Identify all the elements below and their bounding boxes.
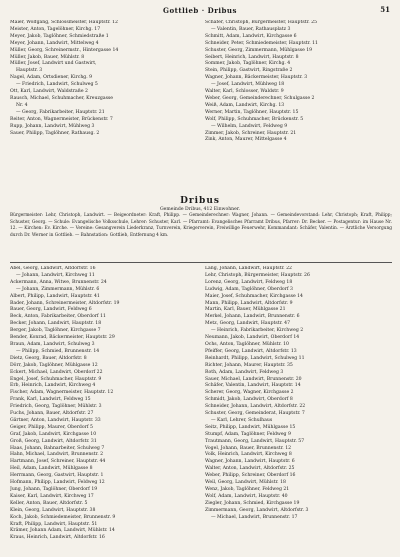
directory-entry: Jung, Johann, Taglöhner, Oberdorf 19 bbox=[10, 487, 98, 492]
directory-entry: Sauer, Michael, Landwirt, Brunnenstr. 20 bbox=[205, 376, 302, 382]
directory-entry: Schuster, Georg, Zimmermann, Mühlgasse 19 bbox=[205, 47, 313, 53]
municipality-notice: Bürgermeister: Lehr, Christoph, Landwirt. — Beigeordneter: Kraft, Philipp. — Gemeinderechner: Wagner, Johann. — Gemeindevorstand: Lehr, Christoph; Kraft, Philipp; Schuster, Georg. — Schule: Evangelische Volksschule, Lehrer: Schuster, Karl. — Pfarramt: Evangelisches Pfarramt Dribus, Pfarrer: Dr. Becker. — Postagentur: im Hause Nr. 12. — Kirchen: Ev. Kirche. — Vereine: Gesangverein Liederkranz, Turnverein, Kriegerverein, Freiwillige Feuerwehr, Kommandant: Schäfer, Valentin. — Ärztliche Versorgung durch Dr. Werner in Gottlieb. — Bahnstation: Gottlieb, Entfernung 4 km. bbox=[10, 213, 392, 238]
directory-entry: Ziegler, Johann, Schmied, Kirchgasse 19 bbox=[205, 500, 300, 506]
directory-entry: Schäfer, Christoph, Bürgermeister, Hauptstr. 25 bbox=[205, 20, 317, 25]
directory-entry: Zimmer, Jakob, Schreiner, Hauptstr. 21 bbox=[205, 130, 297, 136]
directory-entry: Klein, Georg, Landwirt, Hauptstr. 38 bbox=[10, 507, 96, 513]
directory-entry: Dörr, Jakob, Taglöhner, Mühlgasse 12 bbox=[10, 362, 98, 368]
directory-entry: Kaiser, Karl, Landwirt, Kirchweg 17 bbox=[10, 493, 94, 499]
directory-entry: Keller, Anton, Bauer, Altdorfstr. 5 bbox=[10, 500, 88, 506]
directory-entry: Becker, Johann, Landwirt, Hauptstr. 18 bbox=[10, 321, 102, 327]
directory-entry: — Johann, Landwirt, Kirchweg 11 bbox=[16, 272, 95, 278]
directory-entry: Wagner, Johann, Landwirt, Hauptstr. 6 bbox=[205, 459, 295, 465]
directory-entry: — Josef, Landwirt, Mühlweg 18 bbox=[211, 82, 285, 88]
directory-entry: Müller, Jakob, Bauer, Mühlstr. 8 bbox=[10, 54, 85, 60]
directory-entry: Mann, Philipp, Landwirt, Altdorfstr. 9 bbox=[205, 300, 293, 306]
directory-entry: Schäfer, Valentin, Landwirt, Hauptstr. 14 bbox=[205, 383, 301, 389]
directory-entry: Kraft, Philipp, Landwirt, Hauptstr. 51 bbox=[10, 521, 98, 527]
directory-entry: Ackermann, Anna, Witwe, Brunnenstr. 24 bbox=[10, 279, 107, 285]
directory-entry: Müller, Josef, Landwirt und Gastwirt, bbox=[10, 61, 97, 67]
section-subtitle: Gemeinde Dribus, 412 Einwohner. bbox=[159, 207, 241, 212]
section-divider bbox=[10, 262, 392, 263]
directory-entry: Albert, Philipp, Landwirt, Hauptstr. 41 bbox=[10, 293, 100, 299]
directory-entry: Maier, Josef, Schuhmacher, Kirchgasse 14 bbox=[205, 293, 303, 299]
directory-entry: Sommer, Jakob, Taglöhner, Kirchg. 4 bbox=[205, 61, 291, 67]
directory-entry: Wolf, Adam, Landwirt, Hauptstr. 40 bbox=[205, 493, 288, 499]
directory-entry: Weber, Georg, Gemeinderechner, Schulgasse 2 bbox=[205, 95, 315, 101]
directory-entry: Seitz, Philipp, Landwirt, Mühlgasse 15 bbox=[205, 424, 296, 430]
directory-entry: Gärtner, Anton, Landwirt, Hauptstr. 33 bbox=[10, 417, 101, 423]
directory-entry: Vogel, Johann, Bauer, Brunnenstr. 12 bbox=[205, 445, 292, 451]
page-header bbox=[0, 6, 400, 16]
directory-entry: Metz, Georg, Landwirt, Hauptstr. 47 bbox=[205, 321, 291, 327]
directory-entry: Stein, Philipp, Gastwirt, Ringstraße 2 bbox=[205, 68, 293, 74]
directory-entry: Nr. 4 bbox=[16, 102, 28, 108]
directory-entry: Scherer, Georg, Wagner, Kirchgasse 2 bbox=[205, 390, 294, 396]
entries-column-bottom-right bbox=[205, 266, 393, 552]
directory-entry: Meyer, Jakob, Taglöhner, Schmiedstraße 1 bbox=[10, 33, 109, 39]
directory-entry: Heil, Adam, Landwirt, Mühlgasse 8 bbox=[10, 466, 93, 472]
directory-entry: Frank, Karl, Landwirt, Feldweg 15 bbox=[10, 397, 91, 403]
directory-entry: Lehr, Christoph, Bürgermeister, Hauptstr. 26 bbox=[205, 272, 310, 278]
directory-entry: Maier, Wolfgang, Schlossmeister, Hauptstr. 12 bbox=[10, 20, 118, 25]
directory-entry: — Karl, Lehrer, Schulhaus bbox=[211, 417, 273, 423]
directory-entry: — Michael, Landwirt, Brunnenstr. 17 bbox=[211, 514, 298, 520]
directory-entry: Dietz, Georg, Bauer, Altdorfstr. 8 bbox=[10, 355, 87, 361]
directory-entry: Herrmann, Georg, Gastwirt, Hauptstr. 1 bbox=[10, 473, 104, 479]
directory-entry: Walter, Anton, Landwirt, Altdorfstr. 25 bbox=[205, 466, 295, 472]
directory-entry: Hauptstr. 3 bbox=[16, 68, 43, 74]
directory-entry: Roth, Adam, Landwirt, Feldweg 3 bbox=[205, 369, 284, 375]
section-heading bbox=[0, 196, 400, 212]
directory-entry: — Friedrich, Landwirt, Schulweg 5 bbox=[16, 82, 98, 88]
directory-entry: Weiß, Adam, Landwirt, Kirchg. 13 bbox=[205, 102, 285, 108]
directory-entry: Stumpf, Adam, Taglöhner, Feldweg 9 bbox=[205, 431, 291, 437]
directory-entry: Bauer, Georg, Landwirt, Feldweg 6 bbox=[10, 307, 92, 313]
directory-entry: Kraus, Heinrich, Landwirt, Altdorfstr. 16 bbox=[10, 535, 105, 541]
directory-entry: Schneider, Peter, Schmiedemeister, Hauptstr. 11 bbox=[205, 40, 318, 46]
directory-entry: Meister, Anton, Tagelöhner, Kirchg. 17 bbox=[10, 26, 101, 32]
directory-entry: Engel, Josef, Schuhmacher, Hauptstr. 9 bbox=[10, 376, 102, 382]
directory-entry: Rupp, Johann, Landwirt, Mühlweg 3 bbox=[10, 123, 95, 129]
directory-entry: Braun, Adam, Landwirt, Schulweg 3 bbox=[10, 341, 95, 347]
directory-entry: Pfeiffer, Georg, Landwirt, Altdorfstr. 13 bbox=[205, 348, 297, 354]
directory-entry: Weber, Philipp, Schreiner, Oberdorf 16 bbox=[205, 473, 296, 479]
page-number: 51 bbox=[380, 5, 390, 14]
directory-entry: Bader, Johann, Schreinermeister, Altdorfstr. 19 bbox=[10, 300, 120, 306]
directory-entry: Hofmann, Philipp, Landwirt, Feldweg 12 bbox=[10, 480, 105, 486]
section-title: Dribus bbox=[180, 196, 220, 206]
directory-entry: Weil, Georg, Landwirt, Mühlstr. 18 bbox=[205, 480, 286, 486]
directory-entry: Richter, Johann, Maurer, Hauptstr. 35 bbox=[205, 362, 293, 368]
directory-entry: Schmitt, Adam, Landwirt, Kirchgasse 6 bbox=[205, 33, 297, 39]
directory-entry: — Valentin, Bauer, Rathausplatz 3 bbox=[211, 26, 291, 32]
directory-entry: Graf, Jakob, Landwirt, Kirchgasse 10 bbox=[10, 431, 97, 437]
directory-entry: Wenz, Jakob, Taglöhner, Feldweg 21 bbox=[205, 487, 290, 492]
directory-entry: Abel, Georg, Landwirt, Altdorfstr. 16 bbox=[10, 266, 96, 271]
directory-entry: — Philipp, Schmied, Brunnenstr. 14 bbox=[16, 348, 100, 354]
directory-entry: Werner, Martin, Taglöhner, Hauptstr. 15 bbox=[205, 109, 299, 115]
directory-entry: Wagner, Johann, Bäckermeister, Hauptstr. 3 bbox=[205, 75, 308, 81]
directory-entry: Hartmann, Josef, Schreiner, Hauptstr. 44 bbox=[10, 459, 106, 465]
directory-entry: Wolf, Philipp, Schuhmacher, Brückenstr. 5 bbox=[205, 116, 304, 122]
directory-entry: Zimmermann, Georg, Landwirt, Altdorfstr. 3 bbox=[205, 507, 309, 513]
directory-entry: Schuster, Georg, Gemeinderat, Hauptstr. 7 bbox=[205, 411, 305, 417]
directory-entry: — Georg, Fabrikarbeiter, Hauptstr. 21 bbox=[16, 109, 105, 115]
entries-column-bottom-left bbox=[10, 266, 198, 552]
directory-entry: Trautmann, Georg, Landwirt, Hauptstr. 57 bbox=[205, 438, 305, 444]
directory-entry: Reinhardt, Philipp, Landwirt, Schulweg 11 bbox=[205, 355, 305, 361]
directory-entry: Meyer, Johann, Landwirt, Mittelweg 4 bbox=[10, 40, 99, 46]
directory-entry: Ludwig, Adam, Taglöhner, Oberdorf 3 bbox=[205, 286, 293, 292]
directory-entry: Martin, Karl, Bauer, Mühlgasse 21 bbox=[205, 307, 286, 313]
directory-entry: Geiger, Philipp, Maurer, Oberdorf 5 bbox=[10, 424, 93, 430]
entries-column-top-right bbox=[205, 20, 393, 188]
directory-entry: Haas, Johann, Bahnarbeiter, Schulweg 7 bbox=[10, 445, 105, 451]
directory-entry: Reiter, Anton, Wagnermeister, Brückenstr. 7 bbox=[10, 116, 113, 122]
entries-column-top-left bbox=[10, 20, 198, 188]
directory-entry: Ochs, Anton, Taglöhner, Mühlstr. 10 bbox=[205, 341, 289, 347]
directory-entry: Eckert, Michael, Landwirt, Oberdorf 22 bbox=[10, 369, 103, 375]
directory-entry: Volk, Heinrich, Landwirt, Kirchweg 8 bbox=[205, 452, 292, 458]
directory-entry: Groß, Georg, Landwirt, Altdorfstr. 31 bbox=[10, 438, 97, 444]
directory-entry: Rausch, Michael, Schuhmacher, Kreuzgasse bbox=[10, 95, 114, 101]
directory-entry: Berger, Jakob, Taglöhner, Kirchgasse 7 bbox=[10, 328, 101, 334]
directory-entry: Hahn, Michael, Landwirt, Brunnenstr. 2 bbox=[10, 452, 104, 458]
directory-entry: Friedrich, Georg, Taglöhner, Mühlstr. 3 bbox=[10, 404, 102, 410]
directory-entry: Fischer, Adam, Wagnermeister, Hauptstr. 12 bbox=[10, 390, 114, 396]
directory-entry: Nagel, Adam, Ortsdiener, Kirchg. 9 bbox=[10, 75, 93, 81]
directory-entry: Ott, Karl, Landwirt, Waldstraße 2 bbox=[10, 89, 88, 95]
directory-entry: Neumann, Jakob, Landwirt, Oberdorf 14 bbox=[205, 335, 300, 341]
directory-entry: — Wilhelm, Landwirt, Feldweg 9 bbox=[211, 123, 288, 129]
directory-entry: Seibert, Heinrich, Landwirt, Hauptstr. 8 bbox=[205, 54, 299, 60]
directory-entry: Lorenz, Georg, Landwirt, Feldweg 18 bbox=[205, 279, 293, 285]
directory-entry: Walter, Karl, Schlosser, Waldstr. 9 bbox=[205, 89, 284, 95]
directory-entry: Beck, Anton, Fabrikarbeiter, Oberdorf 11 bbox=[10, 314, 106, 320]
directory-entry: Schmidt, Jakob, Landwirt, Oberdorf 8 bbox=[205, 397, 293, 403]
directory-entry: Zink, Anton, Maurer, Mittelgasse 4 bbox=[205, 137, 287, 143]
directory-entry: Sauer, Philipp, Taglöhner, Rathausg. 2 bbox=[10, 130, 100, 136]
directory-entry: Merkel, Johann, Landwirt, Brunnenstr. 6 bbox=[205, 314, 300, 320]
directory-entry: Erb, Heinrich, Landwirt, Kirchweg 4 bbox=[10, 383, 96, 389]
directory-entry: Müller, Georg, Schreinermstr., Hintergasse 14 bbox=[10, 47, 119, 53]
directory-entry: Koch, Jakob, Schmiedemeister, Brunnenstr. 9 bbox=[10, 514, 116, 520]
directory-entry: — Heinrich, Fabrikarbeiter, Kirchweg 2 bbox=[211, 328, 304, 334]
directory-entry: Fuchs, Johann, Bauer, Altdorfstr. 27 bbox=[10, 411, 94, 417]
directory-entry: Schneider, Johann, Landwirt, Altdorfstr. 22 bbox=[205, 404, 306, 410]
directory-entry: Bender, Konrad, Bäckermeister, Hauptstr. 29 bbox=[10, 335, 115, 341]
directory-entry: Lang, Johann, Landwirt, Hauptstr. 22 bbox=[205, 266, 292, 271]
directory-entry: Krämer, Johann Adam, Landwirt, Mühlstr. 14 bbox=[10, 528, 115, 534]
directory-entry: — Johann, Zimmermann, Mühlstr. 6 bbox=[16, 286, 100, 292]
running-head: Gottlieb · Dribus bbox=[163, 6, 237, 15]
